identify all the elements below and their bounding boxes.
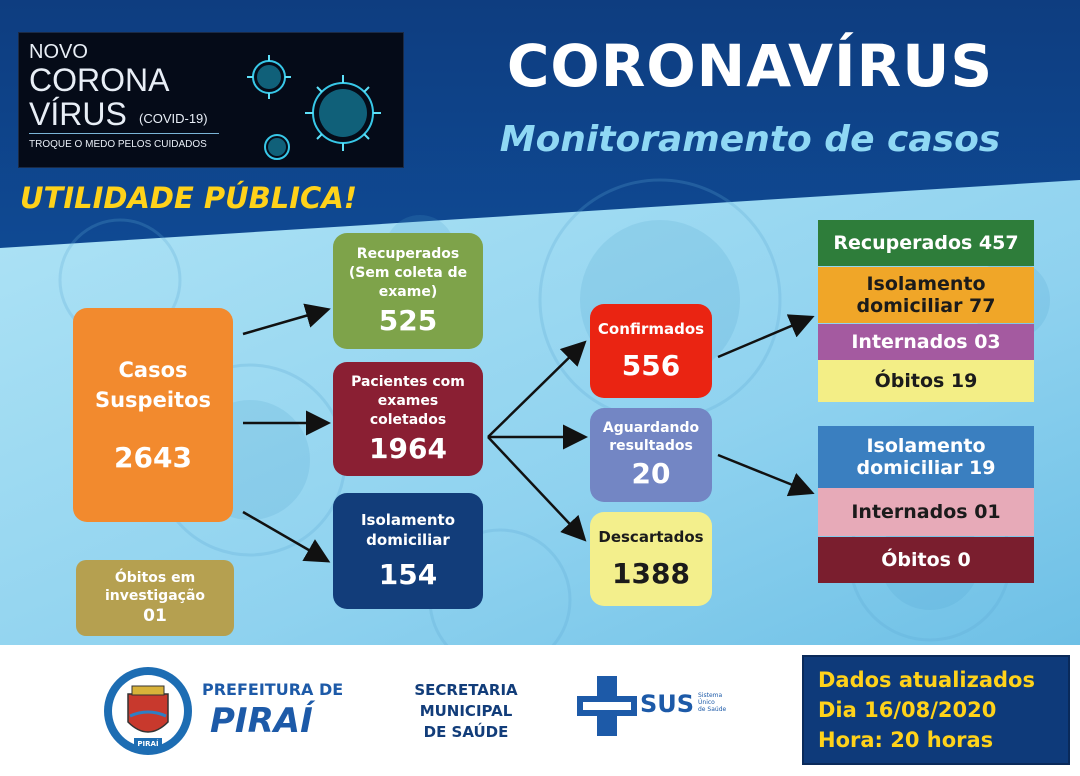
utilidade-publica-banner: UTILIDADE PÚBLICA! <box>20 181 358 215</box>
secretaria-line2: MUNICIPAL <box>419 702 513 720</box>
dados-text <box>818 665 1035 755</box>
sus-cross-icon <box>577 676 637 736</box>
descartados-label: Descartados <box>598 528 704 546</box>
arrow-to-isolamento <box>243 512 326 560</box>
virus-label: VÍRUS <box>29 96 127 132</box>
dados-line3: Hora: 20 horas <box>818 728 994 752</box>
descartados-value: 1388 <box>612 557 690 590</box>
dados-atualizados-box <box>802 655 1070 765</box>
breakdown-obitos-text: Óbitos 19 <box>874 370 978 392</box>
isolamento-domiciliar-label: Isolamento domiciliar <box>360 511 456 549</box>
secretaria-line1: SECRETARIA <box>414 681 518 699</box>
obitos-investigacao-value: 01 <box>143 606 167 626</box>
breakdown-isolamento-text: Isolamento domiciliar 77 <box>856 273 996 317</box>
breakdown-obitos <box>818 360 1034 402</box>
dados-line1: Dados atualizados <box>818 668 1035 692</box>
pending-isolamento <box>818 426 1034 488</box>
aguardando-resultados-value: 20 <box>631 457 671 490</box>
pending-obitos <box>818 537 1034 583</box>
page-title: CORONAVÍRUS <box>506 32 994 100</box>
arrow-to-pending-breakdown <box>718 455 810 492</box>
covid-label: (COVID-19) <box>139 111 208 126</box>
aguardando-resultados-label: Aguardando resultados <box>602 420 700 454</box>
prefeitura-line1: PREFEITURA DE <box>202 680 344 699</box>
confirmados-label: Confirmados <box>597 320 705 338</box>
arrow-to-recuperados <box>243 310 326 334</box>
breakdown-internados <box>818 324 1034 360</box>
breakdown-isolamento <box>818 267 1034 323</box>
obitos-investigacao-label: Óbitos em investigação <box>104 570 206 604</box>
breakdown-recuperados-text: Recuperados 457 <box>833 232 1019 254</box>
arrow-to-confirmados <box>488 344 583 437</box>
secretaria-block <box>400 680 532 743</box>
pacientes-coletados-value: 1964 <box>369 431 447 465</box>
arrow-to-confirmed-breakdown <box>718 318 810 357</box>
sus-caption-line2: Único <box>698 699 715 706</box>
dados-line2: Dia 16/08/2020 <box>818 698 997 722</box>
isolamento-domiciliar-value: 154 <box>378 558 438 591</box>
sus-caption-line3: de Saúde <box>698 706 727 713</box>
confirmados-value: 556 <box>621 349 681 382</box>
breakdown-recuperados <box>818 220 1034 266</box>
casos-suspeitos-value: 2643 <box>114 441 192 474</box>
novo-label: NOVO <box>29 41 88 63</box>
sus-label: SUS <box>640 690 695 718</box>
seal-caption: PIRAÍ <box>137 740 159 748</box>
prefeitura-line2: PIRAÍ <box>210 701 313 741</box>
arrow-to-descartados <box>488 437 583 538</box>
pirai-seal-icon <box>102 664 194 758</box>
sus-caption <box>698 692 726 713</box>
pending-internados <box>818 488 1034 536</box>
breakdown-internados-text: Internados 03 <box>851 331 1001 353</box>
pending-obitos-text: Óbitos 0 <box>881 549 971 571</box>
pending-isolamento-text: Isolamento domiciliar 19 <box>856 435 996 479</box>
sus-caption-line1: Sistema <box>698 692 723 699</box>
corona-label: CORONA <box>29 62 170 98</box>
slogan-label: TROQUE O MEDO PELOS CUIDADOS <box>29 139 207 150</box>
pacientes-coletados-label: Pacientes com exames coletados <box>351 373 465 428</box>
secretaria-line3: DE SAÚDE <box>423 723 509 741</box>
casos-suspeitos-label: Casos Suspeitos <box>94 358 211 412</box>
pending-internados-text: Internados 01 <box>851 501 1001 523</box>
recuperados-sem-coleta-label: Recuperados (Sem coleta de exame) <box>348 245 468 300</box>
page-subtitle: Monitoramento de casos <box>499 119 1001 160</box>
recuperados-sem-coleta-value: 525 <box>378 303 438 337</box>
